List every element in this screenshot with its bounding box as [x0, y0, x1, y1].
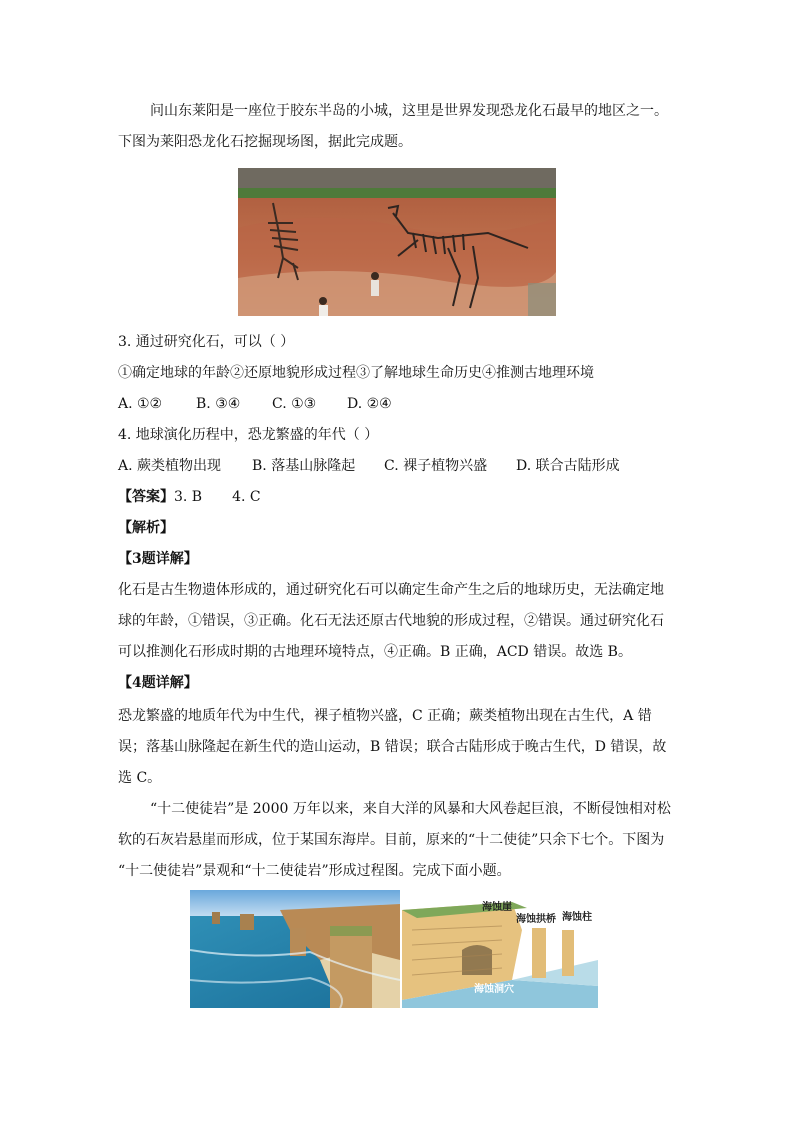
label-sea-arch: 海蚀拱桥 — [516, 914, 556, 925]
answer-q4: 4. C — [232, 489, 261, 505]
intro2-line1: “十二使徒岩”是 2000 万年以来，来自大洋的风暴和大风卷起巨浪，不断侵蚀相对松 — [150, 801, 671, 817]
intro2-line2: 软的石灰岩悬崖而形成，位于某国东海岸。目前，原来的“十二使徒”只余下七个。下图为 — [118, 832, 665, 848]
dinosaur-fossil-excavation-photo — [238, 168, 556, 316]
q4-stem: 4. 地球演化历程中，恐龙繁盛的年代（ ） — [118, 427, 379, 443]
sea-erosion-formation-diagram — [402, 890, 598, 1008]
detail3-line3: 可以推测化石形成时期的古地理环境特点，④正确。B 正确，ACD 错误。故选 B。 — [118, 644, 632, 660]
q3-stem: 3. 通过研究化石，可以（ ） — [118, 334, 295, 350]
intro1-line2: 下图为莱阳恐龙化石挖掘现场图，据此完成题。 — [118, 134, 412, 150]
q4-option-a[interactable]: A. 蕨类植物出现 — [118, 458, 222, 474]
detail4-line3: 选 C。 — [118, 770, 162, 786]
q4-option-b[interactable]: B. 落基山脉隆起 — [252, 458, 356, 474]
detail4-line1: 恐龙繁盛的地质年代为中生代，裸子植物兴盛，C 正确；蕨类植物出现在古生代，A 错 — [118, 708, 652, 724]
label-sea-cave: 海蚀洞穴 — [474, 984, 514, 995]
detail4-line2: 误；落基山脉隆起在新生代的造山运动，B 错误；联合古陆形成于晚古生代，D 错误，故 — [118, 739, 667, 755]
q3-option-a[interactable]: A. ①② — [118, 396, 163, 412]
q4-option-c[interactable]: C. 裸子植物兴盛 — [384, 458, 488, 474]
twelve-apostles-landscape-photo — [190, 890, 400, 1008]
intro2-line3: “十二使徒岩”景观和“十二使徒岩”形成过程图。完成下面小题。 — [118, 863, 511, 879]
answer-line — [118, 487, 261, 507]
q3-items: ①确定地球的年龄②还原地貌形成过程③了解地球生命历史④推测古地理环境 — [118, 365, 594, 381]
q3-option-b[interactable]: B. ③④ — [196, 396, 241, 412]
detail3-line1: 化石是古生物遗体形成的，通过研究化石可以确定生命产生之后的地球历史，无法确定地 — [118, 582, 664, 598]
q4-option-d[interactable]: D. 联合古陆形成 — [516, 458, 620, 474]
intro1-line1: 问山东莱阳是一座位于胶东半岛的小城，这里是世界发现恐龙化石最早的地区之一。 — [150, 103, 668, 119]
q3-option-d[interactable]: D. ②④ — [347, 396, 392, 412]
answer-label: 【答案】 — [118, 489, 174, 505]
label-sea-stack: 海蚀柱 — [562, 912, 592, 923]
detail4-label: 【4题详解】 — [118, 675, 198, 691]
label-sea-cliff: 海蚀崖 — [482, 902, 512, 913]
q3-option-c[interactable]: C. ①③ — [272, 396, 317, 412]
detail3-line2: 球的年龄，①错误，③正确。化石无法还原古代地貌的形成过程，②错误。通过研究化石 — [118, 613, 664, 629]
detail3-label: 【3题详解】 — [118, 551, 198, 567]
analysis-label: 【解析】 — [118, 520, 174, 536]
answer-q3: 3. B — [174, 489, 203, 505]
